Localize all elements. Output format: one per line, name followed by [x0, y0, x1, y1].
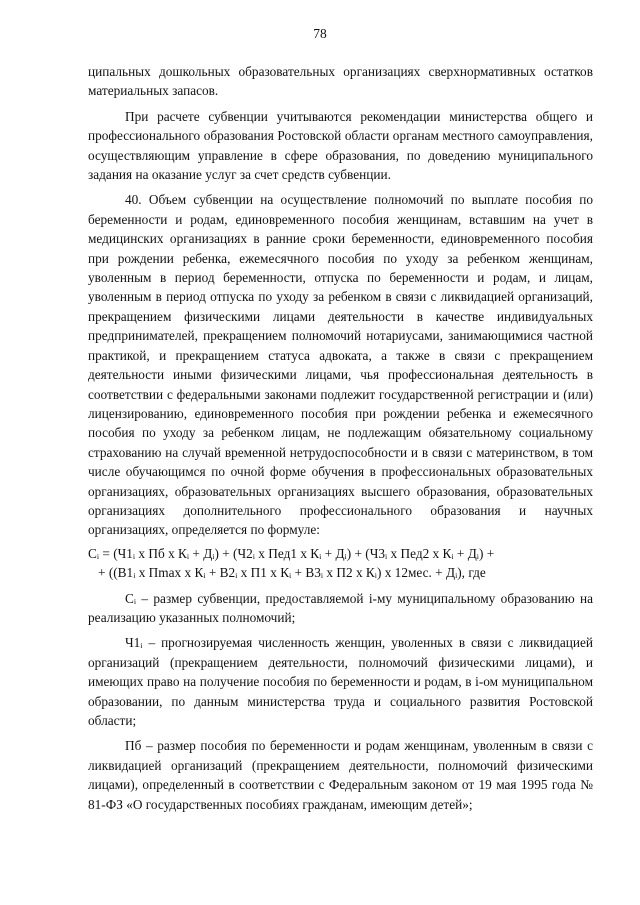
subvention-formula: [88, 544, 593, 583]
formula-line-1: Cᵢ = (Ч1ᵢ х Пб х Кᵢ + Дᵢ) + (Ч2ᵢ х Пед1 х Кᵢ + Дᵢ) + (Ч3ᵢ х Пед2 х Кᵢ + Дᵢ) +: [88, 545, 495, 561]
formula-line-2: + ((В1ᵢ х Пmax х Кᵢ + В2ᵢ х П1 х Кᵢ + В3ᵢ х П2 х Кᵢ) х 12мес. + Дᵢ), где: [98, 565, 486, 581]
paragraph-continuation: ципальных дошкольных образовательных организациях сверхнормативных остатков материальных запасов.: [88, 64, 593, 99]
definition-ci: Cᵢ – размер субвенции, предоставляемой i-му муниципальному образованию на реализацию указанных полномочий;: [88, 590, 593, 625]
definition-ch1: Ч1ᵢ – прогнозируемая численность женщин, уволенных в связи с ликвидацией организаций (прекращением деятельности, полномочий физическими лицами), и имеющих право на получение пособия по беременности и родам, в i-ом муниципальном образовании, по данным министерства труда и социального развития Ростовской области;: [88, 635, 593, 728]
paragraph-item-40: 40. Объем субвенции на осуществление полномочий по выплате пособия по беременности и родам, единовременного пособия женщинам, вставшим на учет в медицинских организациях в ранние сроки беременности, единовременного пособия при рождении ребенка, ежемесячного пособия по уходу за ребенком женщинам, уволенным в период беременности, отпуска по беременности и родам, и лицам, уволенным в период отпуска по уходу за ребенком в связи с ликвидацией организаций, прекращением физическими лицами деятельности в качестве индивидуальных предпринимателей, прекращением полномочий нотариусами, занимающимися частной практикой, и прекращением статуса адвоката, а также в связи с прекращением деятельности иными физическими лицами, чья профессиональная деятельность в соответствии с федеральными законами подлежит государственной регистрации и (или) лицензированию, единовременного пособия при рождении ребенка и ежемесячного пособия по уходу за ребенком лицам, не подлежащим обязательному социальному страхованию на случай временной нетрудоспособности и в связи с материнством, в том числе обучающимся по очной форме обучения в профессиональных образовательных организациях, образовательных организациях высшего образования, образовательных организациях дополнительного профессионального образования и научных организациях, определяется по формуле:: [88, 192, 593, 538]
paragraph-subvention-recommendations: При расчете субвенции учитываются рекомендации министерства общего и профессионального образования Ростовской области органам местного самоуправления, осуществляющим управление в сфере образования, по доведению муниципального задания на оказание услуг за счет средств субвенции.: [88, 108, 593, 183]
definition-pb: Пб – размер пособия по беременности и родам женщинам, уволенным в связи с ликвидацией организаций (прекращением деятельности, полномочий физическими лицами), определенный в соответствии с Федеральным законом от 19 мая 1995 года № 81-ФЗ «О государственных пособиях гражданам, имеющим детей»;: [88, 738, 593, 812]
document-body: [88, 62, 593, 818]
page-number: 78: [313, 26, 327, 41]
